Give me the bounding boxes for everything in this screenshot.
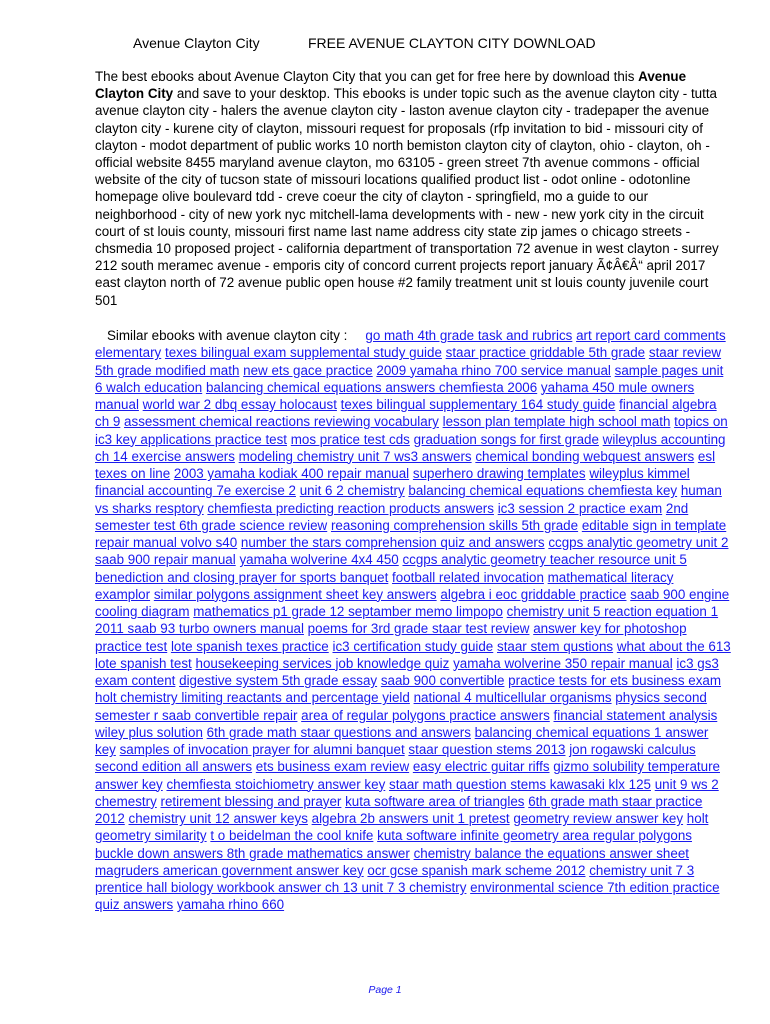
ebook-link[interactable]: unit 6 2 chemistry <box>299 483 405 499</box>
ebook-link[interactable]: ccgps analytic geometry teacher resource unit 5 <box>402 552 687 568</box>
ebook-link[interactable]: yahama 450 mule owners manual <box>95 379 695 412</box>
ebook-link[interactable]: national 4 multicellular organisms <box>413 690 612 706</box>
ebook-link[interactable]: area of regular polygons practice answers <box>301 707 550 723</box>
ebook-link[interactable]: similar polygons assignment sheet key answers <box>153 586 437 602</box>
ebook-link[interactable]: 2nd semester test 6th grade science review <box>95 500 689 533</box>
ebook-link[interactable]: what about the 613 lote spanish test <box>95 638 731 671</box>
ebook-link[interactable]: sample pages unit 6 walch education <box>95 362 724 395</box>
ebook-link[interactable]: answer key for photoshop practice test <box>95 621 687 654</box>
ebook-link[interactable]: t o beidelman the cool knife <box>210 828 374 844</box>
ebook-link[interactable]: 2011 saab 93 turbo owners manual <box>95 621 304 637</box>
ebook-link[interactable]: environmental science 7th edition practice quiz answers <box>95 880 720 913</box>
ebook-link[interactable]: algebra 2b answers unit 1 pretest <box>311 811 510 826</box>
header-right-title: FREE AVENUE CLAYTON CITY DOWNLOAD <box>308 35 596 51</box>
ebook-link[interactable]: balancing chemical equations answers chemfiesta 2006 <box>205 379 538 395</box>
ebook-link[interactable]: saab 900 repair manual <box>95 552 236 568</box>
ebook-link[interactable]: mos pratice test cds <box>290 431 410 447</box>
ebook-link[interactable]: yamaha wolverine 4x4 450 <box>239 552 399 568</box>
ebook-link[interactable]: mathematical literacy examplor <box>95 569 674 602</box>
ebook-link[interactable]: wileyplus kimmel financial accounting 7e exercise 2 <box>95 466 690 499</box>
ebook-link[interactable]: human vs sharks resptory <box>95 483 722 516</box>
ebook-link[interactable]: kuta software area of triangles <box>345 793 525 809</box>
ebook-link[interactable]: balancing chemical equations 1 answer key <box>95 724 709 757</box>
ebook-link[interactable]: practice tests for ets business exam <box>508 673 722 688</box>
ebook-link[interactable]: staar math question stems kawasaki klx 125 <box>389 776 651 792</box>
intro-rest: and save to your desktop. This ebooks is under topic such as the avenue clayton city - tutta avenue clayton city - halers the avenue clayton city - laston avenue clayton city - tradepaper the avenue clayton city - kurene city of clayton, missouri request for proposals (rfp invitation to bid - missouri city of clayton - modot department of public works 10 north bemiston clayton city of clayton, ohio - clayton, oh - official website 8455 maryland avenue clayton, mo 63105 - green street 7th avenue commons - official website of the city of tucson state of missouri locations qualified product list - odot online - odotonline homepage olive boulevard tdd - creve coeur the city of clayton - springfield, mo a guide to our neighborhood - city of new york nyc mitchell-lama developments with - new - new york city in the circuit court of st louis county, missouri first name last name address city state zip james o chicago streets - chsmedia 10 proposed project - california department of transportation 72 avenue in west clayton - surrey 212 south meramec avenue - emporis city of concord current projects report january Ã¢Â€Â“ april 2017 east clayton north of 72 avenue public open house #2 family treatment unit st louis county juvenile court 501 <box>95 86 719 308</box>
ebook-link[interactable]: ets business exam review <box>255 759 410 775</box>
ebook-link[interactable]: mathematics p1 grade 12 septamber memo limpopo <box>193 604 503 619</box>
ebook-link[interactable]: buckle down answers 8th grade mathematics answer <box>95 845 410 861</box>
ebook-link[interactable]: chemistry unit 5 reaction equation 1 <box>506 604 719 619</box>
ebook-link[interactable]: staar question stems 2013 <box>408 742 566 757</box>
ebook-link[interactable]: staar stem qustions <box>497 638 614 654</box>
ebook-link[interactable]: modeling chemistry unit 7 ws3 answers <box>238 448 472 464</box>
ebook-link[interactable]: ic3 certification study guide <box>332 638 494 654</box>
ebook-link[interactable]: algebra i eoc griddable practice <box>440 586 627 602</box>
ebook-link[interactable]: football related invocation <box>392 569 544 585</box>
ebook-link[interactable]: repair manual volvo s40 <box>95 535 238 550</box>
ebook-link[interactable]: superhero drawing templates <box>412 466 586 481</box>
ebook-link[interactable]: go math 4th grade task and rubrics <box>365 328 573 343</box>
ebook-link[interactable]: number the stars comprehension quiz and answers <box>240 535 545 550</box>
ebook-link[interactable]: 6th grade math staar questions and answers <box>206 724 471 740</box>
ebook-link[interactable]: graduation songs for first grade <box>413 431 599 447</box>
ebook-link[interactable]: lote spanish texes practice <box>170 638 329 654</box>
ebook-link[interactable]: saab 900 convertible <box>380 673 505 688</box>
ebook-link[interactable]: editable sign in template <box>581 517 727 533</box>
ebook-link[interactable]: topics on ic3 key applications practice test <box>95 414 728 447</box>
ebook-link[interactable]: chemistry unit 12 answer keys <box>128 811 308 826</box>
ebook-link[interactable]: ocr gcse spanish mark scheme 2012 <box>367 862 586 878</box>
ebook-link[interactable]: holt geometry similarity <box>95 811 709 844</box>
ebook-link[interactable]: texes bilingual exam supplemental study guide <box>164 345 442 361</box>
ebook-link[interactable]: unit 9 ws 2 chemestry <box>95 776 719 809</box>
ebook-link[interactable]: chemfiesta stoichiometry answer key <box>166 776 386 792</box>
ebook-link[interactable]: staar practice griddable 5th grade <box>445 345 646 361</box>
ebook-link[interactable]: holt chemistry limiting reactants and percentage yield <box>95 690 410 706</box>
ebook-link[interactable]: saab 900 engine cooling diagram <box>95 586 730 619</box>
ebook-link[interactable]: chemistry balance the equations answer sheet <box>413 845 689 861</box>
ebook-link[interactable]: balancing chemical equations chemfiesta key <box>408 483 678 499</box>
ebook-link[interactable]: physics second semester r saab convertible repair <box>95 690 707 723</box>
ebook-link[interactable]: jon rogawski calculus second edition all answers <box>95 742 696 775</box>
ebook-link[interactable]: samples of invocation prayer for alumni banquet <box>119 742 405 757</box>
ebook-link[interactable]: esl texes on line <box>95 448 716 481</box>
ebook-link[interactable]: lesson plan template high school math <box>442 414 671 430</box>
ebook-link[interactable]: texes bilingual supplementary 164 study guide <box>340 397 616 412</box>
ebook-link[interactable]: retirement blessing and prayer <box>160 793 342 809</box>
ebook-link[interactable]: geometry review answer key <box>513 811 684 826</box>
ebook-link[interactable]: art report card comments elementary <box>95 328 726 361</box>
ebook-link[interactable]: new ets gace practice <box>243 362 373 378</box>
similar-ebooks-section <box>95 327 731 914</box>
ebook-link[interactable]: financial statement analysis wiley plus solution <box>95 707 718 740</box>
ebook-link[interactable]: poems for 3rd grade staar test review <box>307 621 530 637</box>
ebook-link[interactable]: chemfiesta predicting reaction products answers <box>207 500 494 516</box>
ebook-link[interactable]: 2009 yamaha rhino 700 service manual <box>376 362 611 378</box>
ebook-link[interactable]: 2003 yamaha kodiak 400 repair manual <box>173 466 410 481</box>
ebook-link[interactable]: benediction and closing prayer for sports banquet <box>95 569 389 585</box>
header-left-title: Avenue Clayton City <box>133 35 260 51</box>
ebook-link[interactable]: yamaha rhino 660 <box>176 897 285 913</box>
ebook-link[interactable]: kuta software infinite geometry area regular polygons <box>377 828 692 844</box>
ebook-link[interactable]: magruders american government answer key <box>95 862 364 878</box>
ebook-link[interactable]: world war 2 dbq essay holocaust <box>142 397 337 412</box>
intro-lead: The best ebooks about Avenue Clayton City that you can get for free here by download this <box>95 69 639 84</box>
similar-ebooks-label: Similar ebooks with avenue clayton city : <box>107 328 348 343</box>
ebook-link[interactable]: assessment chemical reactions reviewing vocabulary <box>124 414 439 430</box>
ebook-link[interactable]: 6th grade math staar practice 2012 <box>95 793 703 826</box>
ebook-link[interactable]: financial algebra ch 9 <box>95 397 717 430</box>
page-number: Page 1 <box>368 984 402 996</box>
ebook-link[interactable]: ic3 session 2 practice exam <box>497 500 663 516</box>
ebook-link[interactable]: wileyplus accounting ch 14 exercise answers <box>95 431 726 464</box>
ebook-link[interactable]: prentice hall biology workbook answer ch 13 unit 7 3 chemistry <box>95 880 467 895</box>
ebook-link[interactable]: easy electric guitar riffs <box>412 759 550 775</box>
ebook-link[interactable]: chemical bonding webquest answers <box>475 448 695 464</box>
ebook-link[interactable]: chemistry unit 7 3 <box>589 862 695 878</box>
ebook-link[interactable]: reasoning comprehension skills 5th grade <box>330 517 579 533</box>
intro-bold-title: Avenue Clayton City <box>95 69 687 102</box>
ebook-link[interactable]: ic3 gs3 exam content <box>95 655 719 688</box>
ebook-link[interactable]: yamaha wolverine 350 repair manual <box>453 655 673 671</box>
ebook-link[interactable]: staar review 5th grade modified math <box>95 345 722 378</box>
ebook-link[interactable]: housekeeping services job knowledge quiz <box>195 655 450 671</box>
ebook-link[interactable]: ccgps analytic geometry unit 2 <box>548 535 729 550</box>
ebook-link[interactable]: digestive system 5th grade essay <box>179 673 378 688</box>
ebook-link[interactable]: gizmo solubility temperature answer key <box>95 759 720 792</box>
intro-paragraph <box>95 68 731 309</box>
